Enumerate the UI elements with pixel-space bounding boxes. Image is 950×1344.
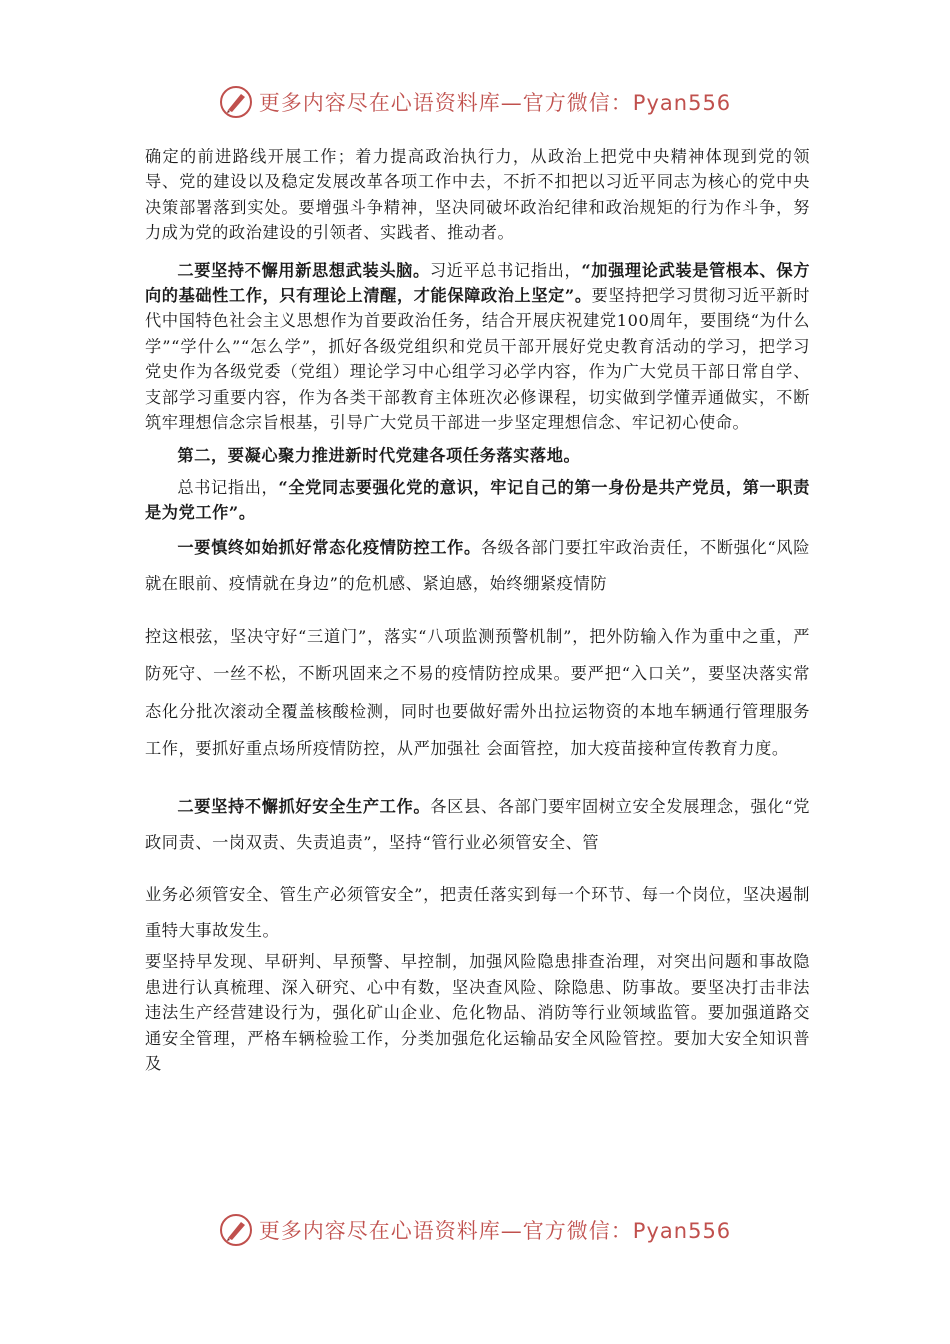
paragraph-3-mid: 总书记指出， [177, 477, 279, 497]
paragraph-4a [145, 530, 810, 602]
header-banner-text: 更多内容尽在心语资料库—官方微信：Pyan556 [258, 91, 732, 115]
header-banner [0, 82, 950, 122]
document-body [145, 144, 810, 1076]
heading-second [145, 443, 810, 468]
footer-banner [0, 1210, 950, 1250]
paragraph-2 [145, 258, 810, 436]
paragraph-2-quote: “加强理论武装是管根本、保方向的基础性工作，只有理论上清醒，才能保障政治上坚定”。 [145, 260, 811, 306]
paragraph-4a-rest: 各级各部门要扛牢政治责任，不断强化“风险就在眼前、疫情就在身边”的危机感、紧迫感，始终绷紧疫情防 [145, 537, 810, 593]
paragraph-2-lead: 二要坚持不懈用新思想武装头脑。 [177, 260, 430, 280]
paragraph-5b: 业务必须管安全、管生产必须管安全”，把责任落实到每一个环节、每一个岗位，坚决遏制重特大事故发生。 [145, 885, 810, 941]
paragraph-3 [145, 475, 810, 526]
paragraph-5a-rest: 各区县、各部门要牢固树立安全发展理念，强化“党政同责、一岗双责、失责追责”，坚持“管行业必须管安全、管 [145, 797, 811, 853]
paragraph-5c: 要坚持早发现、早研判、早预警、早控制，加强风险隐患排查治理，对突出问题和事故隐患进行认真梳理、深入研究、心中有数，坚决查风险、除隐患、防事故。要坚决打击非法违法生产经营建设行为，强化矿山企业、危化物品、消防等行业领域监管。要加强道路交通安全管理，严格车辆检验工作，分类加强危化运输品安全风险管控。要加大安全知识普及 [145, 952, 810, 1073]
pen-logo-icon [219, 1213, 253, 1247]
paragraph-1: 确定的前进路线开展工作；着力提高政治执行力，从政治上把党中央精神体现到党的领导、党的建设以及稳定发展改革各项工作中去，不折不扣把以习近平同志为核心的党中央决策部署落到实处。要增强斗争精神，坚决同破坏政治纪律和政治规矩的行为作斗争，努力成为党的政治建设的引领者、实践者、推动者。 [145, 147, 810, 243]
paragraph-2-rest: 要坚持把学习贯彻习近平新时代中国特色社会主义思想作为首要政治任务，结合开展庆祝建党100周年，要围绕“为什么学”“学什么”“怎么学”，抓好各级党组织和党员干部开展好党史教育活动的学习，把学习党史作为各级党委（党组）理论学习中心组学习必学内容，作为广大党员干部日常自学、支部学习重要内容，作为各类干部教育主体班次必修课程，切实做到学懂弄通做实，不断筑牢理想信念宗旨根基，引导广大党员干部进一步坚定理想信念、牢记初心使命。 [145, 286, 810, 433]
paragraph-2-mid: 习近平总书记指出， [429, 260, 582, 280]
footer-banner-text: 更多内容尽在心语资料库—官方微信：Pyan556 [258, 1219, 732, 1243]
heading-second-text: 第二，要凝心聚力推进新时代党建各项任务落实落地。 [177, 446, 581, 466]
paragraph-5a [145, 789, 810, 861]
pen-logo-icon [219, 85, 253, 119]
paragraph-4a-lead: 一要慎终如始抓好常态化疫情防控工作。 [177, 537, 481, 557]
paragraph-4b: 控这根弦，坚决守好“三道门”，落实“八项监测预警机制”，把外防输入作为重中之重，严防死守、一丝不松，不断巩固来之不易的疫情防控成果。要严把“入口关”，要坚决落实常态化分批次滚动全覆盖核酸检测，同时也要做好需外出拉运物资的本地车辆通行管理服务工作，要抓好重点场所疫情防控，从严加强社 会面管控，加大疫苗接种宣传教育力度。 [145, 626, 810, 758]
paragraph-5a-lead: 二要坚持不懈抓好安全生产工作。 [177, 797, 431, 817]
paragraph-3-quote: “全党同志要强化党的意识，牢记自己的第一身份是共产党员，第一职责是为党工作”。 [145, 477, 810, 523]
